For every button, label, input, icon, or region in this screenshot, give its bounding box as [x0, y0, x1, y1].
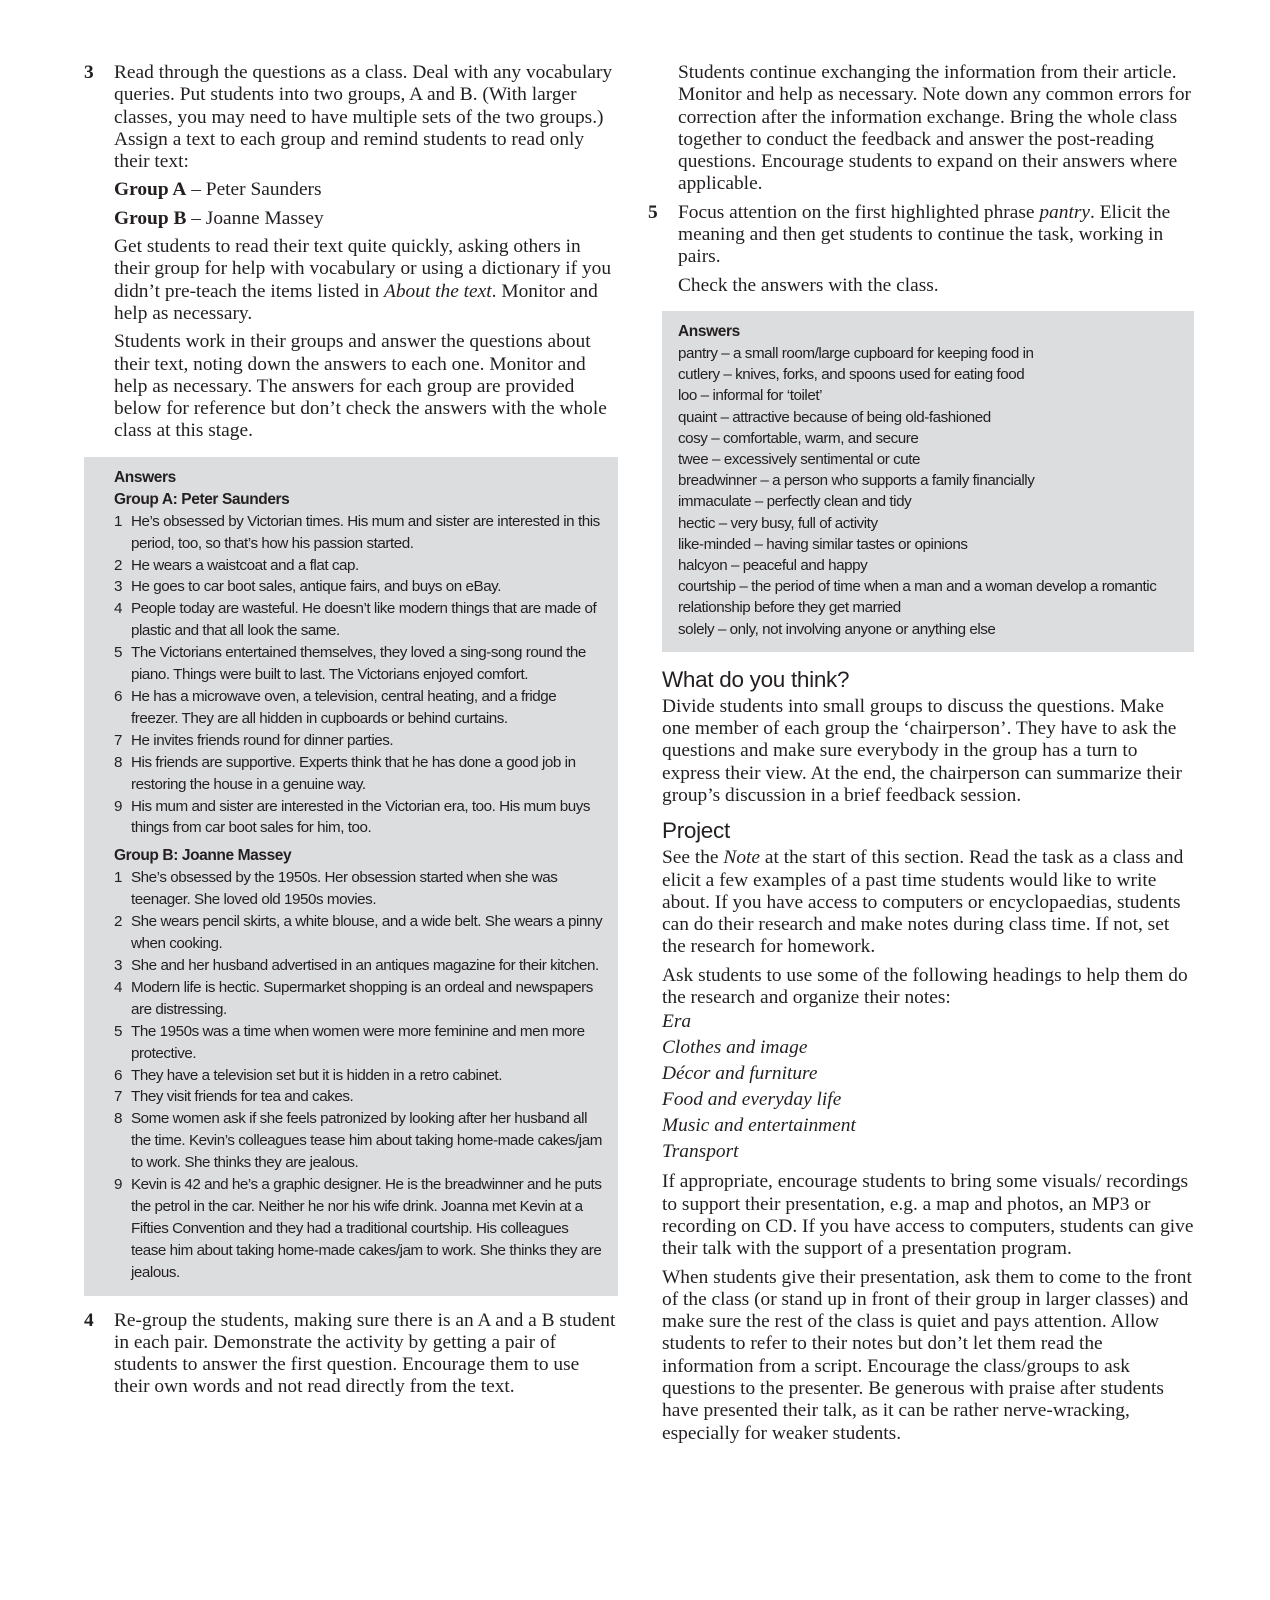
- step-3: [84, 62, 618, 449]
- p1-italic: Note: [723, 847, 761, 869]
- step5-text-start: Focus attention on the first highlighted phrase: [678, 201, 1040, 223]
- step-5-check: Check the answers with the class.: [678, 274, 939, 296]
- answer-text: The Victorians entertained themselves, they loved a sing-song round the piano. Things were built to last. The Victorians enjoyed comfort.: [131, 644, 586, 684]
- answer-text: She wears pencil skirts, a white blouse, and a wide belt. She wears a pinny when cooking.: [131, 913, 603, 953]
- answer-number: 7: [114, 1088, 122, 1106]
- answer-item: [114, 752, 606, 796]
- answer-text: They have a television set but it is hidden in a retro cabinet.: [131, 1066, 502, 1084]
- answer-number: 8: [114, 1110, 122, 1128]
- group-a-name: Peter Saunders: [205, 179, 322, 201]
- group-b-heading: Group B: Joanne Massey: [114, 847, 292, 865]
- answer-number: 4: [114, 600, 122, 618]
- answer-number: 9: [114, 1176, 122, 1194]
- step-3-intro: Read through the questions as a class. Deal with any vocabulary queries. Put students into two groups, A and B. (With larger classes, you may need to have multiple sets of the two groups.) Assign a text to each group and remind students to read only their text:: [114, 62, 613, 173]
- answer-item: [114, 796, 606, 840]
- answer-text: She’s obsessed by the 1950s. Her obsession started when she was teenager. She loved old 1950s movies.: [131, 869, 558, 909]
- vocab-answer-line: courtship – the period of time when a man and a woman develop a romantic relationship before they get married: [678, 578, 1157, 617]
- vocab-answer-line: immaculate – perfectly clean and tidy: [678, 493, 912, 511]
- project-heading-list: [662, 1009, 1194, 1165]
- step-number: 5: [648, 201, 658, 223]
- project-para-2: Ask students to use some of the following headings to help them do the research and organize their notes:: [662, 964, 1188, 1009]
- project-heading-item: Clothes and image: [662, 1037, 808, 1059]
- project-para-1: [662, 847, 1194, 958]
- project-para-4: When students give their presentation, ask them to come to the front of the class (or stand up in front of their group in larger classes) and make sure the rest of the class is quiet and pays attention. Allow students to refer to their notes but don’t let them read the information from a script. Encourage the class/groups to ask questions to the presenter. Be generous with praise after students have presented their talk, as it can be rather nerve-wracking, especially for weaker students.: [662, 1266, 1192, 1444]
- project-heading-item: Era: [662, 1011, 692, 1033]
- answer-number: 2: [114, 913, 122, 931]
- answer-item: [114, 1174, 606, 1284]
- answer-item: [114, 686, 606, 730]
- section-heading-project: Project: [662, 818, 730, 844]
- step-5: [648, 202, 1194, 303]
- answer-item: [114, 555, 606, 577]
- answer-number: 7: [114, 731, 122, 749]
- group-a-heading: Group A: Peter Saunders: [114, 490, 290, 508]
- p1-start: See the: [662, 847, 724, 869]
- what-do-you-think-text: Divide students into small groups to discuss the questions. Make one member of each group the ‘chairperson’. They have to ask the questions and make sure everybody in the group has a turn to express their view. At the end, the chairperson can summarize their group’s discussion in a brief feedback session.: [662, 695, 1182, 806]
- step-3-para-2: [114, 236, 618, 325]
- vocab-answer-line: hectic – very busy, full of activity: [678, 514, 878, 532]
- answer-item: [114, 977, 606, 1021]
- vocabulary-answer-list: [678, 343, 1182, 640]
- answer-item: [114, 1086, 606, 1108]
- answer-text: He wears a waistcoat and a flat cap.: [131, 556, 359, 574]
- answers-box-right: [662, 311, 1194, 652]
- answer-text: His mum and sister are interested in the Victorian era, too. His mum buys things from car boot sales for him, too.: [131, 797, 590, 837]
- left-column: [84, 62, 618, 1399]
- answer-item: [114, 955, 606, 977]
- para2-start: Get students to read their text quite quickly, asking others in their group for help with vocabulary or using a dictionary if you didn’t pre-teach the items listed in: [114, 236, 612, 302]
- answer-number: 5: [114, 644, 122, 662]
- step-4-text: Re-group the students, making sure there is an A and a B student in each pair. Demonstrate the activity by getting a pair of students to answer the first question. Encourage them to use their own words and not read directly from the text.: [114, 1309, 616, 1398]
- answer-number: 9: [114, 797, 122, 815]
- answer-number: 8: [114, 753, 122, 771]
- answer-number: 5: [114, 1022, 122, 1040]
- group-b-line: Group B – Joanne Massey: [114, 207, 324, 229]
- para2-end: . Monitor and help as necessary.: [114, 280, 598, 324]
- answers-title: Answers: [678, 322, 740, 340]
- step5-text-end: . Elicit the meaning and then get students to continue the task, working in pairs.: [678, 201, 1171, 268]
- vocab-answer-line: cosy – comfortable, warm, and secure: [678, 429, 919, 447]
- answer-text: She and her husband advertised in an antiques magazine for their kitchen.: [131, 956, 599, 974]
- answer-number: 2: [114, 556, 122, 574]
- group-a-label: Group A: [114, 179, 187, 201]
- project-heading-item: Transport: [662, 1141, 739, 1163]
- vocab-answer-line: loo – informal for ‘toilet’: [678, 387, 823, 405]
- step-3-body: [114, 62, 618, 449]
- vocab-answer-line: like-minded – having similar tastes or opinions: [678, 535, 968, 553]
- vocab-answer-line: quaint – attractive because of being old-fashioned: [678, 408, 991, 426]
- answer-item: [114, 598, 606, 642]
- answer-item: [114, 1021, 606, 1065]
- group-b-label: Group B: [114, 207, 187, 229]
- group-a-line: Group A – Peter Saunders: [114, 179, 322, 201]
- answer-item: [114, 867, 606, 911]
- answer-text: Kevin is 42 and he’s a graphic designer. He is the breadwinner and he puts the petrol in the car. Neither he nor his wife drink. Joanna met Kevin at a Fifties Convention and they had a traditional courtship. His colleagues tease him about taking home-made cakes/jam to work. She thinks they are jealous.: [131, 1176, 602, 1281]
- answer-item: [114, 1108, 606, 1174]
- answer-text: He invites friends round for dinner parties.: [131, 731, 394, 749]
- answer-text: His friends are supportive. Experts think that he has done a good job in restoring the house in a genuine way.: [131, 753, 576, 793]
- answers-title: Answers: [114, 468, 176, 486]
- answer-text: People today are wasteful. He doesn’t like modern things that are made of plastic and that all look the same.: [131, 600, 597, 640]
- answer-item: [114, 730, 606, 752]
- answer-text: The 1950s was a time when women were more feminine and men more protective.: [131, 1022, 585, 1062]
- project-heading-item: Music and entertainment: [662, 1115, 856, 1137]
- answer-number: 1: [114, 869, 122, 887]
- project-para-3: If appropriate, encourage students to bring some visuals/ recordings to support their presentation, e.g. a map and photos, an MP3 or recording on CD. If you have access to computers, students can give their talk with the support of a presentation program.: [662, 1171, 1194, 1260]
- answer-item: [114, 1065, 606, 1087]
- group-b-name: Joanne Massey: [205, 207, 324, 229]
- answer-text: Some women ask if she feels patronized by looking after her husband all the time. Kevin’s colleagues tease him about taking home-made cakes/jam to work. She thinks they are jealous.: [131, 1110, 602, 1172]
- continuation-text: Students continue exchanging the information from their article. Monitor and help as necessary. Note down any common errors for correction after the information exchange. Bring the whole class together to conduct the feedback and answer the post-reading questions. Encourage students to expand on their answers where applicable.: [678, 62, 1191, 195]
- answers-box-left: [84, 457, 618, 1296]
- vocab-answer-line: halcyon – peaceful and happy: [678, 557, 868, 574]
- right-column: [648, 62, 1194, 1451]
- answer-number: 6: [114, 1066, 122, 1084]
- answer-text: He’s obsessed by Victorian times. His mum and sister are interested in this period, too, so that’s how his passion started.: [131, 512, 600, 552]
- answer-item: [114, 576, 606, 598]
- step5-text-italic: pantry: [1039, 201, 1090, 223]
- step-5-body: [678, 202, 1194, 303]
- vocab-answer-line: cutlery – knives, forks, and spoons used for eating food: [678, 366, 1025, 384]
- project-heading-item: Décor and furniture: [662, 1063, 818, 1085]
- vocab-answer-line: pantry – a small room/large cupboard for keeping food in: [678, 344, 1034, 362]
- vocab-answer-line: solely – only, not involving anyone or anything else: [678, 620, 996, 638]
- p1-end: at the start of this section. Read the task as a class and elicit a few examples of a past time students would like to write about. If you have access to computers or encyclopaedias, students can do their research and make notes during class time. If not, set the research for homework.: [662, 847, 1184, 958]
- vocab-answer-line: twee – excessively sentimental or cute: [678, 450, 921, 468]
- answer-text: He goes to car boot sales, antique fairs, and buys on eBay.: [131, 578, 501, 596]
- step-4: [84, 1310, 618, 1399]
- answer-item: [114, 511, 606, 555]
- step-number: 3: [84, 62, 94, 83]
- answer-item: [114, 911, 606, 955]
- answer-text: They visit friends for tea and cakes.: [131, 1088, 354, 1106]
- answer-number: 3: [114, 578, 122, 596]
- step-5-text: [678, 202, 1194, 269]
- answer-number: 6: [114, 688, 122, 705]
- project-heading-item: Food and everyday life: [662, 1089, 842, 1111]
- answer-number: 4: [114, 978, 122, 996]
- vocab-answer-line: breadwinner – a person who supports a family financially: [678, 472, 1035, 490]
- step-number: 4: [84, 1309, 94, 1331]
- answer-item: [114, 642, 606, 686]
- section-heading-what-do-you-think: What do you think?: [662, 666, 850, 692]
- para2-italic: About the text: [383, 280, 492, 302]
- answer-number: 3: [114, 956, 122, 974]
- answer-text: Modern life is hectic. Supermarket shopping is an ordeal and newspapers are distressing.: [131, 978, 593, 1018]
- group-b-answer-list: [114, 867, 606, 1283]
- answer-number: 1: [114, 512, 122, 530]
- group-a-answer-list: [114, 511, 606, 840]
- answer-text: He has a microwave oven, a television, central heating, and a fridge freezer. They are all hidden in cupboards or behind curtains.: [131, 688, 557, 727]
- step-3-para-3: Students work in their groups and answer the questions about their text, noting down the answers to each one. Monitor and help as necessary. The answers for each group are provided below for reference but don’t check the answers with the whole class at this stage.: [114, 331, 607, 442]
